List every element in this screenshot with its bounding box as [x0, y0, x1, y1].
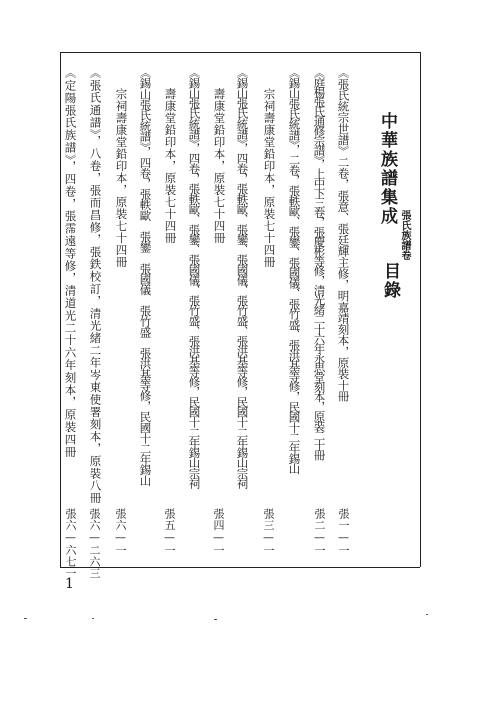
entry-4-text: 《錫山張氏統譜》，四卷，張軼歐、張鑾、張國儀、張竹盛、張洪基等修，民國十二年錫山宗祠	[235, 67, 250, 488]
entry-5-text: 《錫山張氏統譜》，四卷，張軼歐、張鑾、張國儀、張竹盛、張洪基等修，民國十二年錫山宗祠	[187, 67, 202, 488]
book-title: 中華族譜集成	[377, 112, 397, 226]
entry-2-text: 《庭楊張氏通修宗譜》，上中下三卷，張慶彬等修，清光緒二十六年永思堂刻本，原裝二十冊	[312, 67, 327, 459]
entry-1-ref: 張一—一	[337, 508, 350, 556]
entry-1-text: 《張氏統宗世譜》二卷，張意、張廷輝主修，明嘉靖刻本，原裝十冊	[336, 67, 351, 402]
entry-6-text: 《錫山張氏統譜》，四卷，張軼歐 張鑾 張國儀 張竹盛 張洪基等修，民國十二年錫山	[138, 67, 153, 486]
entry-7-ref: 張六—二六三	[88, 508, 101, 579]
entry-4-ref: 張四—一	[212, 508, 225, 556]
entry-4-cont: 壽康堂鉛印本，原裝七十四冊	[212, 88, 227, 244]
contents-heading: 目錄	[380, 262, 400, 300]
entry-2-ref: 張二—一	[313, 508, 326, 556]
scan-speck	[24, 618, 27, 619]
entry-6-ref: 張六—一	[114, 508, 127, 556]
page-number: 1	[65, 576, 74, 592]
volume-subtitle: 張氏族譜卷	[399, 210, 410, 260]
entry-8-text: 《定陽張氏族譜》，四卷，張霈遠等修，清道光二十六年刻本，原裝四冊	[63, 67, 78, 459]
entry-5-cont: 壽康堂鉛印本，原裝七十四冊	[163, 88, 178, 244]
scan-speck	[426, 614, 428, 615]
top-rule	[60, 52, 420, 53]
entry-3-text: 《錫山張氏統譜》，二卷，張軼歐、張鑾、張國儀、張竹盛、張洪基等修，民國十二年錫山	[287, 67, 302, 474]
entry-6-cont: 宗祠壽康堂鉛印本，原裝七十四冊	[114, 88, 129, 268]
entry-3-cont: 宗祠壽康堂鉛印本，原裝七十四冊	[262, 88, 277, 268]
entry-5-ref: 張五—一	[163, 508, 176, 556]
entry-7-text: 《張氏通譜》，八卷，張而昌修，張鉄校訂，清光緒二年岑東使署刻本，原裝八冊	[88, 67, 103, 505]
left-rule	[60, 52, 61, 567]
bottom-rule	[60, 567, 420, 568]
scan-speck	[92, 618, 94, 619]
entry-3-ref: 張三—一	[262, 508, 275, 556]
entry-8-ref: 張六—六七一	[64, 508, 77, 579]
right-rule	[420, 52, 421, 567]
scan-speck	[214, 619, 217, 620]
